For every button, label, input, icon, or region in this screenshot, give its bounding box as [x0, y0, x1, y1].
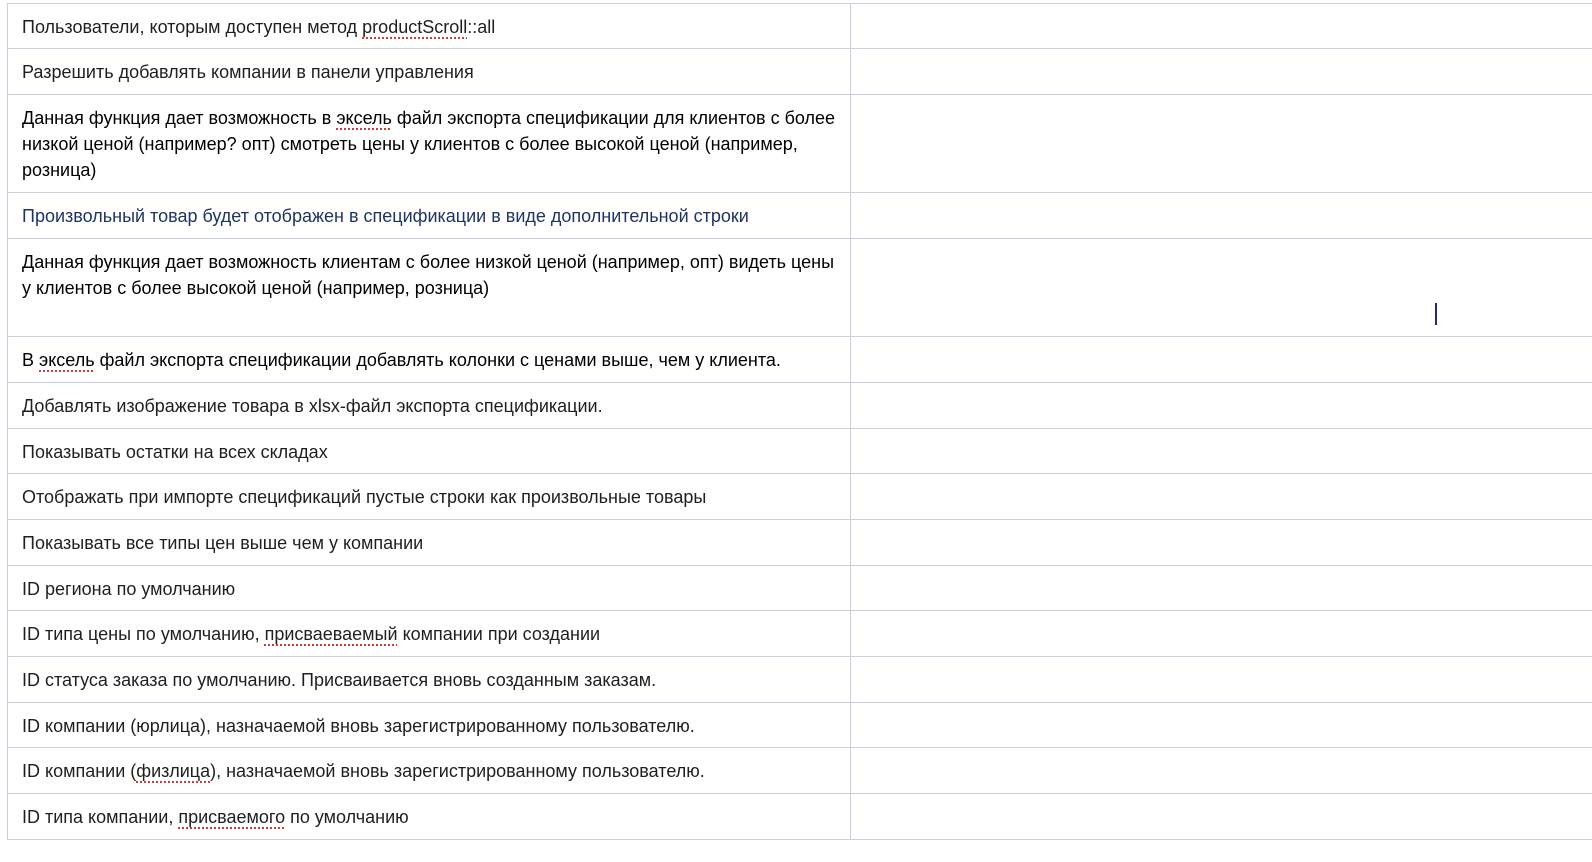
- cell-text: ID типа компании,: [22, 807, 179, 827]
- misspelled-word: эксель: [336, 108, 392, 128]
- value-cell[interactable]: [851, 474, 1592, 519]
- cell-text: Произвольный товар будет отображен в спецификации в виде дополнительной строки: [22, 206, 749, 226]
- misspelled-word: productScroll: [362, 17, 468, 37]
- cell-text: Показывать все типы цен выше чем у компании: [22, 533, 424, 553]
- description-cell[interactable]: [7, 566, 851, 610]
- table-row: [7, 703, 1592, 748]
- table-row: [7, 611, 1592, 657]
- cell-text: Данная функция дает возможность клиентам с более низкой ценой (например, опт) видеть цены у клиентов с более высокой ценой (например, розница): [22, 252, 835, 298]
- value-cell[interactable]: [851, 566, 1592, 610]
- description-cell[interactable]: [7, 337, 851, 382]
- description-cell[interactable]: [7, 49, 851, 94]
- misspelled-word: присваеваемый: [264, 624, 398, 644]
- table-row: [7, 95, 1592, 193]
- description-cell[interactable]: [7, 4, 851, 48]
- description-cell[interactable]: [7, 520, 851, 565]
- value-cell[interactable]: [851, 748, 1592, 793]
- cell-text: файл экспорта спецификации для клиентов с более низкой ценой (например? опт) смотреть цены у клиентов с более высокой ценой (например, розница): [22, 108, 836, 180]
- value-cell[interactable]: [851, 383, 1592, 428]
- value-cell[interactable]: [851, 193, 1592, 238]
- cell-text: по умолчанию: [285, 807, 409, 827]
- cell-text: В: [22, 350, 40, 370]
- description-cell[interactable]: [7, 794, 851, 839]
- cell-text: Показывать остатки на всех складах: [22, 442, 328, 462]
- description-cell[interactable]: [7, 748, 851, 793]
- cell-text: ID региона по умолчанию: [22, 579, 236, 599]
- cell-text: Добавлять изображение товара в xlsx-файл экспорта спецификации.: [22, 396, 603, 416]
- value-cell-editing[interactable]: [851, 239, 1592, 336]
- misspelled-word: эксель: [39, 350, 95, 370]
- table-row: [7, 193, 1592, 239]
- table-row: [7, 337, 1592, 383]
- cell-text: файл экспорта спецификации добавлять колонки с ценами выше, чем у клиента.: [94, 350, 781, 370]
- cell-text: Данная функция дает возможность в: [22, 108, 337, 128]
- value-cell[interactable]: [851, 429, 1592, 473]
- cell-text: ::all: [467, 17, 496, 37]
- text-cursor: [1435, 303, 1437, 325]
- cell-text: Пользователи, которым доступен метод: [22, 17, 363, 37]
- value-cell[interactable]: [851, 794, 1592, 839]
- value-cell[interactable]: [851, 49, 1592, 94]
- value-cell[interactable]: [851, 703, 1592, 747]
- misspelled-word: физлица: [136, 761, 211, 781]
- cell-text: Отображать при импорте спецификаций пустые строки как произвольные товары: [22, 487, 707, 507]
- value-cell[interactable]: [851, 520, 1592, 565]
- value-cell[interactable]: [851, 657, 1592, 702]
- table-row: [7, 239, 1592, 337]
- cell-text: компании при создании: [397, 624, 601, 644]
- description-cell[interactable]: [7, 193, 851, 238]
- table-row: [7, 383, 1592, 429]
- table-row: [7, 429, 1592, 474]
- value-cell[interactable]: [851, 337, 1592, 382]
- description-cell[interactable]: [7, 474, 851, 519]
- cell-text: ), назначаемой вновь зарегистрированному пользователю.: [210, 761, 705, 781]
- table-row: [7, 657, 1592, 703]
- cell-text: Разрешить добавлять компании в панели управления: [22, 62, 474, 82]
- description-cell[interactable]: [7, 95, 851, 192]
- cell-text: ID статуса заказа по умолчанию. Присваивается вновь созданным заказам.: [22, 670, 657, 690]
- value-cell[interactable]: [851, 611, 1592, 656]
- cell-text: ID типа цены по умолчанию,: [22, 624, 265, 644]
- table-row: [7, 49, 1592, 95]
- description-cell[interactable]: [7, 383, 851, 428]
- table-row: [7, 4, 1592, 49]
- description-cell[interactable]: [7, 239, 851, 336]
- table-row: [7, 748, 1592, 794]
- table-row: [7, 520, 1592, 566]
- value-cell[interactable]: [851, 4, 1592, 48]
- table-row: [7, 794, 1592, 840]
- cell-text: ID компании (: [22, 761, 137, 781]
- table-row: [7, 566, 1592, 611]
- description-cell[interactable]: [7, 657, 851, 702]
- description-cell[interactable]: [7, 703, 851, 747]
- misspelled-word: присваемого: [178, 807, 286, 827]
- value-cell[interactable]: [851, 95, 1592, 192]
- settings-table: [7, 3, 1592, 840]
- table-row: [7, 474, 1592, 520]
- description-cell[interactable]: [7, 429, 851, 473]
- cell-text: ID компании (юрлица), назначаемой вновь зарегистрированному пользователю.: [22, 716, 695, 736]
- description-cell[interactable]: [7, 611, 851, 656]
